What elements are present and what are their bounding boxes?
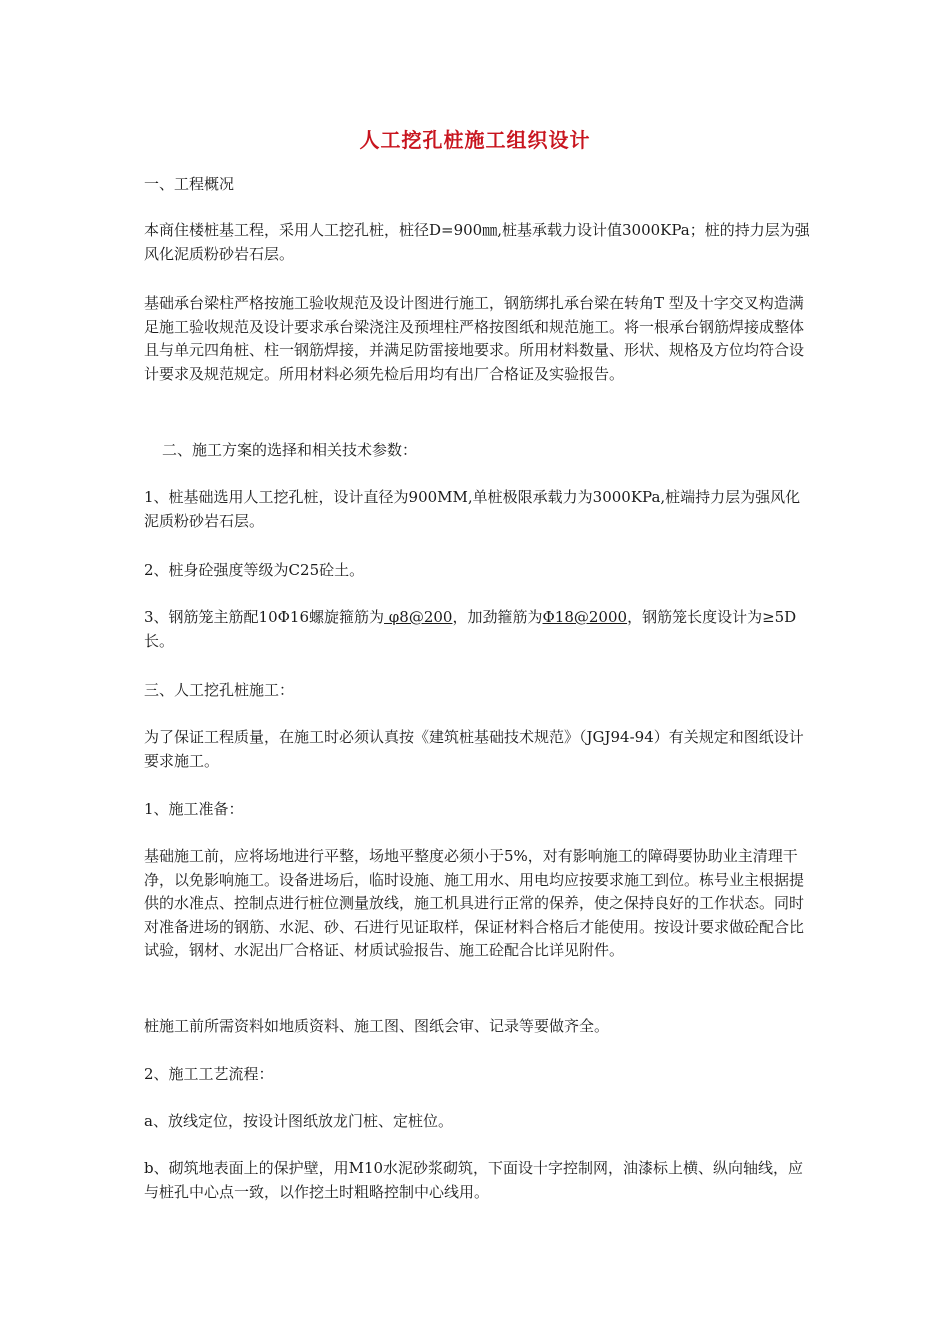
list-item-3-text-b: ，加劲箍筋为 bbox=[452, 608, 543, 626]
paragraph-foundation: 基础承台梁柱严格按施工验收规范及设计图进行施工，钢筋绑扎承台梁在转角T 型及十字交叉构造满足施工验收规范及设计要求承台梁浇注及预埋柱严格按图纸和规范施工。将一根承台钢筋焊接成整体且与单元四角桩、柱一钢筋焊接，并满足防雷接地要求。所用材料数量、形状、规格及方位均符合设计要求及规范规定。所用材料必须先检后用均有出厂合格证及实验报告。 bbox=[144, 294, 805, 383]
list-item-1: 1、桩基础选用人工挖孔桩，设计直径为900MM,单桩极限承载力为3000KPa,桩端持力层为强风化泥质粉砂岩石层。 bbox=[144, 488, 801, 530]
section-1-heading: 一、工程概况 bbox=[144, 175, 235, 193]
list-item-3-text-a: 3、钢筋笼主筋配10Φ16螺旋箍筋为 bbox=[144, 608, 385, 626]
list-item-3 bbox=[144, 606, 810, 653]
paragraph-overview: 本商住楼桩基工程，采用人工挖孔桩，桩径D=900㎜,桩基承载力设计值3000KPa；桩的持力层为强风化泥质粉砂岩石层。 bbox=[144, 221, 810, 263]
subsection-2-heading: 2、施工工艺流程： bbox=[144, 1065, 274, 1083]
paragraph-documents: 桩施工前所需资料如地质资料、施工图、图纸会审、记录等要做齐全。 bbox=[144, 1017, 610, 1035]
process-step-b: b、砌筑地表面上的保护壁，用M10水泥砂浆砌筑，下面设十字控制网，油漆标上横、纵向轴线，应与桩孔中心点一致，以作挖土时粗略控制中心线用。 bbox=[144, 1159, 804, 1201]
paragraph-quality: 为了保证工程质量，在施工时必须认真按《建筑桩基础技术规范》（JGJ94-94）有关规定和图纸设计要求施工。 bbox=[144, 728, 804, 770]
stiffening-stirrup-spec: Φ18@2000 bbox=[542, 608, 628, 626]
list-item-2: 2、桩身砼强度等级为C25砼土。 bbox=[144, 561, 365, 579]
list-item-3-text-c: ，钢筋笼长度设计为≥5D长。 bbox=[144, 608, 797, 650]
paragraph-preparation: 基础施工前，应将场地进行平整，场地平整度必须小于5%，对有影响施工的障碍要协助业主清理干净，以免影响施工。设备进场后，临时设施、施工用水、用电均应按要求施工到位。栋号业主根据提供的水准点、控制点进行桩位测量放线，施工机具进行正常的保养，使之保持良好的工作状态。同时对准备进场的钢筋、水泥、砂、石进行见证取样，保证材料合格后才能使用。按设计要求做砼配合比试验，钢材、水泥出厂合格证、材质试验报告、施工砼配合比详见附件。 bbox=[144, 847, 805, 959]
spiral-stirrup-spec: φ8@200 bbox=[384, 608, 453, 626]
subsection-1-heading: 1、施工准备： bbox=[144, 800, 244, 818]
section-2-heading: 二、施工方案的选择和相关技术参数： bbox=[162, 441, 418, 459]
document-title: 人工挖孔桩施工组织设计 bbox=[359, 128, 591, 152]
section-3-heading: 三、人工挖孔桩施工： bbox=[144, 681, 295, 699]
process-step-a: a、放线定位，按设计图纸放龙门桩、定桩位。 bbox=[144, 1112, 453, 1130]
